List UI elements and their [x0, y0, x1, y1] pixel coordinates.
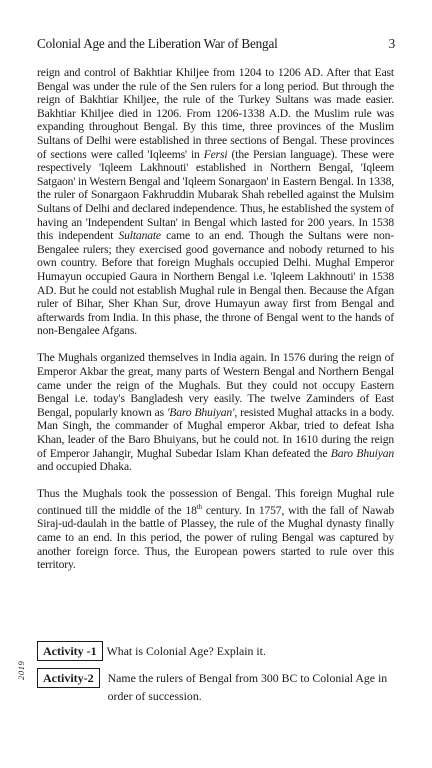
activity-2-text: Name the rulers of Bengal from 300 BC to Colonial Age in order of succession. [107, 671, 388, 703]
page-number: 3 [388, 36, 395, 51]
activity-2-label: Activity-2 [37, 668, 100, 688]
page-header [37, 36, 395, 52]
activity-1-label: Activity -1 [37, 641, 103, 661]
paragraph-3: Thus the Mughals took the possession of Bengal. This foreign Mughal rule continued till the middle of the 18th century. In 1757, with the fall of Nawab Siraj-ud-daulah in the battle of Plassey, the rule of the Mughal dynasty finally came to an end. In this period, the power of ruling Bengal was captured by another foreign force. Thus, the European powers started to rule over this territory. [37, 487, 394, 572]
activity-2 [37, 668, 395, 705]
chapter-title: Colonial Age and the Liberation War of Bengal [37, 36, 278, 51]
body-text [37, 66, 394, 585]
activity-1 [37, 641, 395, 661]
activity-1-text: What is Colonial Age? Explain it. [106, 644, 266, 658]
edition-year: 2019 [16, 660, 26, 680]
paragraph-2: The Mughals organized themselves in India again. In 1576 during the reign of Emperor Akbar the great, many parts of Western Bengal and Northern Bengal came under the reign of the Mughals. But they could not occupy Eastern Bengal i.e. today's Bangladesh very easily. The twelve Zaminders of East Bengal, popularly known as 'Baro Bhuiyan', resisted Mughal attacks in a body. Man Singh, the commander of Mughal emperor Akbar, tried to defeat Isha Khan, leader of the Baro Bhuiyans, but he could not. In 1610 during the reign of Emperor Jahangir, Mughal Subedar Islam Khan defeated the Baro Bhuiyan and occupied Dhaka. [37, 351, 394, 474]
paragraph-1: reign and control of Bakhtiar Khiljee from 1204 to 1206 AD. After that East Bengal was under the rule of the Sen rulers for a long period. But through the reign of Bakhtiar Khiljee, the rule of the Turkey Sultans was made easier. Bakhtiar Khiljee died in 1206. From 1206-1338 A.D. the Muslim rule was expanding throughout Bengal. By this time, three provinces of the Muslim Sultans of Delhi were established in three sections of Bengal. These provinces of sections were called 'Iqleems' in Fersi (the Persian language). These were respectively 'Iqleem Lakhnouti' established in Northern Bengal, 'Iqleem Satgaon' in Western Bengal and 'Iqleem Sonargaon' in Eastern Bengal. In 1338, the ruler of Sonargaon Fakhruddin Mubarak Shah rebelled against the Mulsim Sultans of Delhi and declared independence. Thus, he established the system of having an 'Independent Sultan' in Bengal which lasted for 200 years. In 1538 this independent Sultanate came to an end. Though the Sultans were non-Bengalee rulers; they exercised good governance and nobody returned to his own country. Before that foreign Mughals occupied Delhi. Mughal Emperor Humayun occupied Gaura in Northern Bengal i.e. 'Iqleem Lakhnouti' in 1538 AD. But he could not establish Mughal rule in Bengal then. Because the Afgan ruler of Bihar, Sher Khan Sur, drove Humayun away first from Bengal and afterwards from India. In this phase, the throne of Bengal went to the hands of non-Bengalee Afgans. [37, 66, 394, 338]
